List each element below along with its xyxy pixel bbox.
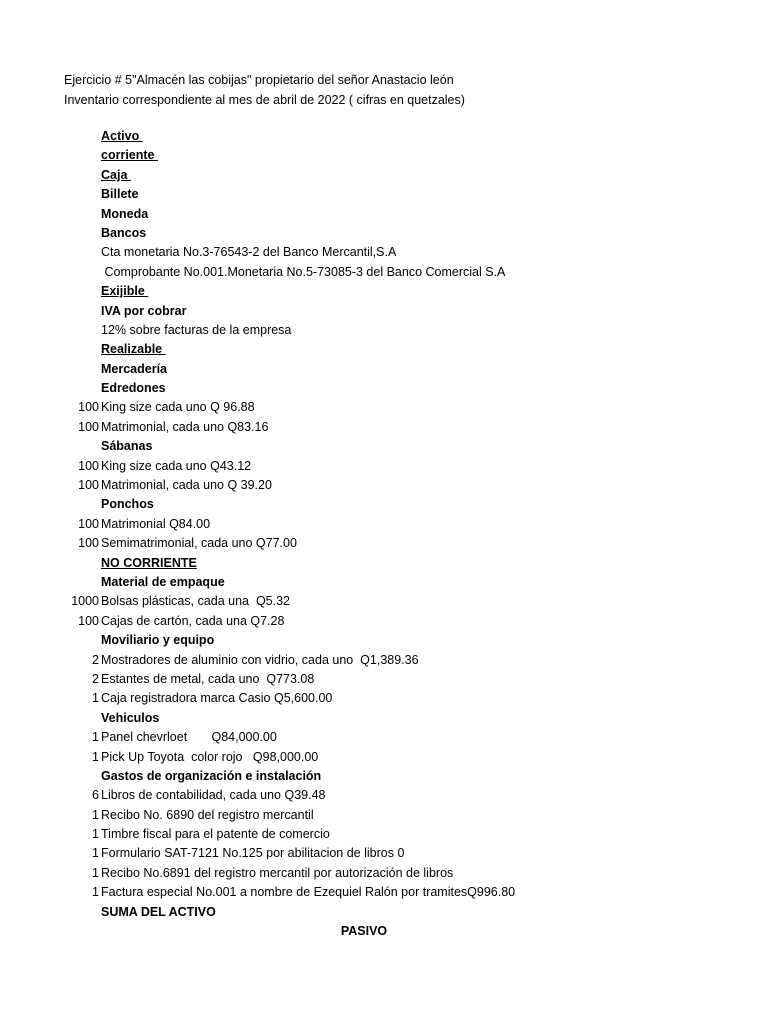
item-quantity: 100 bbox=[78, 478, 99, 493]
item-description: Caja registradora marca Casio Q5,600.00 bbox=[101, 691, 333, 706]
inventory-subtitle: Inventario correspondiente al mes de abril de 2022 ( cifras en quetzales) bbox=[64, 93, 465, 107]
section-heading: NO CORRIENTE bbox=[101, 555, 197, 570]
item-description: Bolsas plásticas, cada una Q5.32 bbox=[101, 594, 291, 609]
item-quantity: 1 bbox=[92, 749, 99, 764]
inventory-item-row bbox=[0, 825, 768, 844]
liabilities-heading: PASIVO bbox=[340, 924, 388, 939]
item-quantity: 6 bbox=[92, 788, 99, 803]
item-quantity: 1 bbox=[92, 885, 99, 900]
inventory-heading-row bbox=[0, 360, 768, 379]
section-heading: Edredones bbox=[101, 381, 166, 396]
inventory-item-row bbox=[0, 515, 768, 534]
inventory-heading-row bbox=[0, 243, 768, 262]
inventory-heading-row bbox=[0, 302, 768, 321]
item-description: Recibo No. 6890 del registro mercantil bbox=[101, 807, 314, 822]
item-description: Libros de contabilidad, cada uno Q39.48 bbox=[101, 788, 326, 803]
section-heading: Activo bbox=[101, 129, 143, 143]
item-description: Formulario SAT-7121 No.125 por abilitacion de libros 0 bbox=[101, 846, 405, 861]
item-description: Matrimonial Q84.00 bbox=[101, 516, 211, 531]
section-heading: Ponchos bbox=[101, 497, 154, 512]
section-heading: Vehiculos bbox=[101, 710, 160, 725]
item-description: Pick Up Toyota color rojo Q98,000.00 bbox=[101, 749, 319, 764]
item-quantity: 2 bbox=[92, 652, 99, 667]
document-header bbox=[64, 70, 744, 110]
inventory-heading-row bbox=[0, 554, 768, 573]
item-quantity: 100 bbox=[78, 536, 99, 551]
section-heading: Moneda bbox=[101, 206, 149, 221]
inventory-sheet bbox=[0, 127, 768, 941]
inventory-heading-row bbox=[0, 321, 768, 340]
item-description: Timbre fiscal para el patente de comercio bbox=[101, 827, 330, 842]
item-quantity: 2 bbox=[92, 671, 99, 686]
item-description: Matrimonial, cada uno Q 39.20 bbox=[101, 478, 272, 493]
item-description: Estantes de metal, cada uno Q773.08 bbox=[101, 671, 315, 686]
item-quantity: 1 bbox=[92, 865, 99, 880]
inventory-heading-row bbox=[0, 495, 768, 514]
liabilities-section-row bbox=[0, 922, 768, 941]
inventory-heading-row bbox=[0, 127, 768, 146]
item-description: Cajas de cartón, cada una Q7.28 bbox=[101, 613, 285, 628]
inventory-item-row bbox=[0, 728, 768, 747]
section-heading: Cta monetaria No.3-76543-2 del Banco Mercantil,S.A bbox=[101, 245, 397, 260]
inventory-heading-row bbox=[0, 767, 768, 786]
item-description: Semimatrimonial, cada uno Q77.00 bbox=[101, 536, 297, 551]
section-heading: Gastos de organización e instalación bbox=[101, 768, 322, 783]
item-description: Mostradores de aluminio con vidrio, cada uno Q1,389.36 bbox=[101, 652, 419, 667]
inventory-heading-row bbox=[0, 205, 768, 224]
inventory-heading-row bbox=[0, 573, 768, 592]
section-heading: Bancos bbox=[101, 225, 147, 240]
section-heading: Billete bbox=[101, 187, 139, 202]
inventory-item-row bbox=[0, 786, 768, 805]
item-description: Recibo No.6891 del registro mercantil por autorización de libros bbox=[101, 865, 454, 880]
inventory-heading-row bbox=[0, 631, 768, 650]
item-quantity: 100 bbox=[78, 419, 99, 434]
item-quantity: 100 bbox=[78, 400, 99, 415]
inventory-heading-row bbox=[0, 340, 768, 359]
inventory-item-row bbox=[0, 592, 768, 611]
item-description: Matrimonial, cada uno Q83.16 bbox=[101, 419, 269, 434]
exercise-title: Ejercicio # 5"Almacén las cobijas" propietario del señor Anastacio león bbox=[64, 73, 454, 87]
item-description: Factura especial No.001 a nombre de Ezequiel Ralón por tramitesQ996.80 bbox=[101, 885, 516, 900]
section-heading: 12% sobre facturas de la empresa bbox=[101, 322, 292, 337]
item-description: King size cada uno Q 96.88 bbox=[101, 400, 255, 415]
inventory-heading-row bbox=[0, 166, 768, 185]
inventory-item-row bbox=[0, 476, 768, 495]
item-quantity: 100 bbox=[78, 516, 99, 531]
inventory-heading-row bbox=[0, 379, 768, 398]
inventory-heading-row bbox=[0, 437, 768, 456]
inventory-item-row bbox=[0, 806, 768, 825]
inventory-item-row bbox=[0, 418, 768, 437]
inventory-heading-row bbox=[0, 224, 768, 243]
inventory-heading-row bbox=[0, 185, 768, 204]
inventory-item-row bbox=[0, 398, 768, 417]
inventory-heading-row bbox=[0, 709, 768, 728]
section-heading: IVA por cobrar bbox=[101, 303, 187, 318]
inventory-item-row bbox=[0, 651, 768, 670]
inventory-item-row bbox=[0, 689, 768, 708]
section-heading: Moviliario y equipo bbox=[101, 633, 215, 648]
section-heading: Caja bbox=[101, 167, 131, 182]
item-quantity: 1 bbox=[92, 846, 99, 861]
section-heading: Sábanas bbox=[101, 439, 153, 454]
inventory-heading-row bbox=[0, 282, 768, 301]
inventory-item-row bbox=[0, 844, 768, 863]
inventory-item-row bbox=[0, 457, 768, 476]
section-heading: corriente bbox=[101, 148, 158, 163]
section-heading: Material de empaque bbox=[101, 574, 225, 589]
item-quantity: 1000 bbox=[71, 594, 99, 609]
inventory-heading-row bbox=[0, 903, 768, 922]
item-description: King size cada uno Q43.12 bbox=[101, 458, 252, 473]
inventory-item-row bbox=[0, 748, 768, 767]
item-quantity: 100 bbox=[78, 613, 99, 628]
inventory-item-row bbox=[0, 864, 768, 883]
section-heading: SUMA DEL ACTIVO bbox=[101, 904, 216, 919]
inventory-heading-row bbox=[0, 146, 768, 165]
item-quantity: 1 bbox=[92, 730, 99, 745]
inventory-item-row bbox=[0, 612, 768, 631]
inventory-item-row bbox=[0, 883, 768, 902]
item-quantity: 1 bbox=[92, 827, 99, 842]
item-quantity: 1 bbox=[92, 807, 99, 822]
section-heading: Mercadería bbox=[101, 361, 168, 376]
inventory-item-row bbox=[0, 534, 768, 553]
item-description: Panel chevrloet Q84,000.00 bbox=[101, 730, 277, 745]
item-quantity: 100 bbox=[78, 458, 99, 473]
inventory-item-row bbox=[0, 670, 768, 689]
section-heading: Realizable bbox=[101, 342, 166, 357]
section-heading: Comprobante No.001.Monetaria No.5-73085-3 del Banco Comercial S.A bbox=[101, 264, 506, 279]
section-heading: Exijible bbox=[101, 284, 149, 299]
item-quantity: 1 bbox=[92, 691, 99, 706]
inventory-heading-row bbox=[0, 263, 768, 282]
